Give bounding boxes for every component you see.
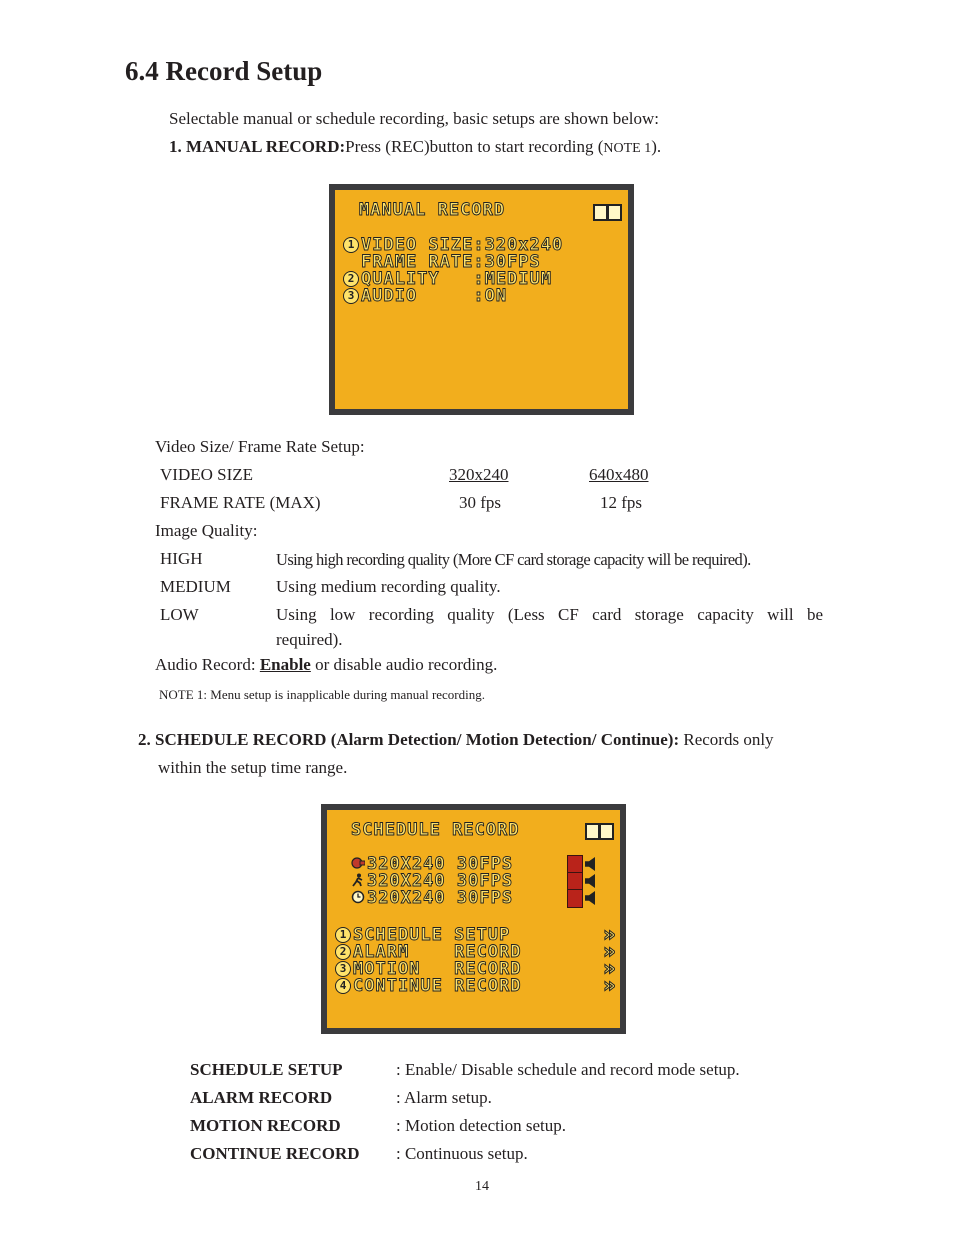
pause-icon: [585, 823, 600, 840]
osd-menu-alarm-record: 2 ALARM RECORD: [335, 942, 522, 962]
def-term-motion-record: MOTION RECORD: [190, 1116, 341, 1135]
schedule-record-screen: [321, 804, 626, 1034]
manual-record-screen: [329, 184, 634, 415]
def-desc-continue-record: : Continuous setup.: [396, 1144, 528, 1163]
frame-rate-label: FRAME RATE (MAX): [160, 493, 321, 512]
osd-manual-line: 2 QUALITY :MEDIUM: [343, 269, 552, 289]
number-badge-icon: 3: [335, 961, 351, 977]
mic-icon: [567, 889, 583, 908]
quality-medium-desc: Using medium recording quality.: [276, 577, 501, 596]
chevron-right-icon: »: [603, 956, 616, 980]
number-badge-icon: 2: [343, 271, 359, 287]
chevron-right-icon: »: [603, 939, 616, 963]
osd-mode-line: 320X240 30FPS: [367, 854, 514, 874]
osd-menu-continue-record: 4 CONTINUE RECORD: [335, 976, 522, 996]
number-badge-icon: 2: [335, 944, 351, 960]
def-term-alarm-record: ALARM RECORD: [190, 1088, 333, 1107]
speaker-icon: [585, 891, 595, 905]
manual-record-line: [169, 137, 661, 157]
note-ref: NOTE 1: [603, 141, 652, 156]
image-quality-title: Image Quality:: [155, 521, 258, 540]
chevron-right-icon: »: [603, 922, 616, 946]
note-1: NOTE 1: Menu setup is inapplicable during manual recording.: [159, 687, 486, 702]
schedule-record-line: 2. SCHEDULE RECORD (Alarm Detection/ Motion Detection/ Continue): Records only: [138, 730, 774, 749]
def-term-schedule-setup: SCHEDULE SETUP: [190, 1060, 343, 1079]
video-size-value-1: 320x240: [449, 465, 509, 484]
osd-mode-line: 320X240 30FPS: [367, 871, 514, 891]
osd-menu-motion-record: 3 MOTION RECORD: [335, 959, 522, 979]
schedule-record-label: 2. SCHEDULE RECORD (Alarm Detection/ Motion Detection/ Continue):: [138, 730, 680, 749]
motion-icon: [351, 873, 365, 887]
clock-icon: [351, 890, 365, 904]
page-number: 14: [475, 1179, 489, 1194]
def-desc-alarm-record: : Alarm setup.: [396, 1088, 492, 1107]
osd-mode-line: 320X240 30FPS: [367, 888, 514, 908]
number-badge-icon: 1: [343, 237, 359, 253]
chevron-right-icon: »: [603, 973, 616, 997]
quality-high-desc: Using high recording quality (More CF card storage capacity will be required).: [276, 550, 751, 569]
speaker-icon: [585, 857, 595, 871]
audio-record-line: Audio Record: Enable or disable audio recording.: [155, 655, 498, 674]
manual-record-text-end: ).: [651, 137, 662, 156]
number-badge-icon: 1: [335, 927, 351, 943]
pause-icon: [607, 204, 622, 221]
manual-record-label: 1. MANUAL RECORD:: [169, 137, 346, 156]
number-badge-icon: 4: [335, 978, 351, 994]
frame-rate-value-1: 30 fps: [459, 493, 502, 512]
def-term-continue-record: CONTINUE RECORD: [190, 1144, 360, 1163]
osd-manual-line: FRAME RATE:30FPS: [361, 252, 541, 272]
osd-manual-line: 1 VIDEO SIZE:320x240: [343, 235, 563, 255]
osd-manual-line: 3 AUDIO :ON: [343, 286, 507, 306]
intro-text: Selectable manual or schedule recording, basic setups are shown below:: [169, 109, 660, 128]
osd-manual-title: MANUAL RECORD: [359, 200, 506, 220]
quality-medium-label: MEDIUM: [160, 577, 231, 596]
def-desc-motion-record: : Motion detection setup.: [396, 1116, 566, 1135]
video-size-value-2: 640x480: [589, 465, 649, 484]
osd-menu-schedule-setup: 1 SCHEDULE SETUP: [335, 925, 510, 945]
speaker-icon: [585, 874, 595, 888]
page-title: 6.4 Record Setup: [125, 56, 323, 86]
audio-enable: Enable: [259, 655, 311, 674]
frame-rate-value-2: 12 fps: [600, 493, 643, 512]
pause-icon: [599, 823, 614, 840]
video-setup-title: Video Size/ Frame Rate Setup:: [155, 437, 365, 456]
manual-record-text: Press (REC)button to start recording (: [345, 137, 604, 156]
quality-low-desc: Using low recording quality (Less CF card storage capacity will be: [276, 605, 823, 624]
def-desc-schedule-setup: : Enable/ Disable schedule and record mode setup.: [396, 1060, 740, 1079]
quality-low-label: LOW: [160, 605, 199, 624]
alarm-icon: [351, 856, 365, 870]
video-size-label: VIDEO SIZE: [160, 465, 254, 484]
quality-low-desc-cont: required).: [276, 630, 343, 649]
number-badge-icon: 3: [343, 288, 359, 304]
osd-schedule-title: SCHEDULE RECORD: [351, 820, 520, 840]
quality-high-label: HIGH: [160, 549, 203, 568]
schedule-record-line2: within the setup time range.: [158, 758, 348, 777]
pause-icon: [593, 204, 608, 221]
